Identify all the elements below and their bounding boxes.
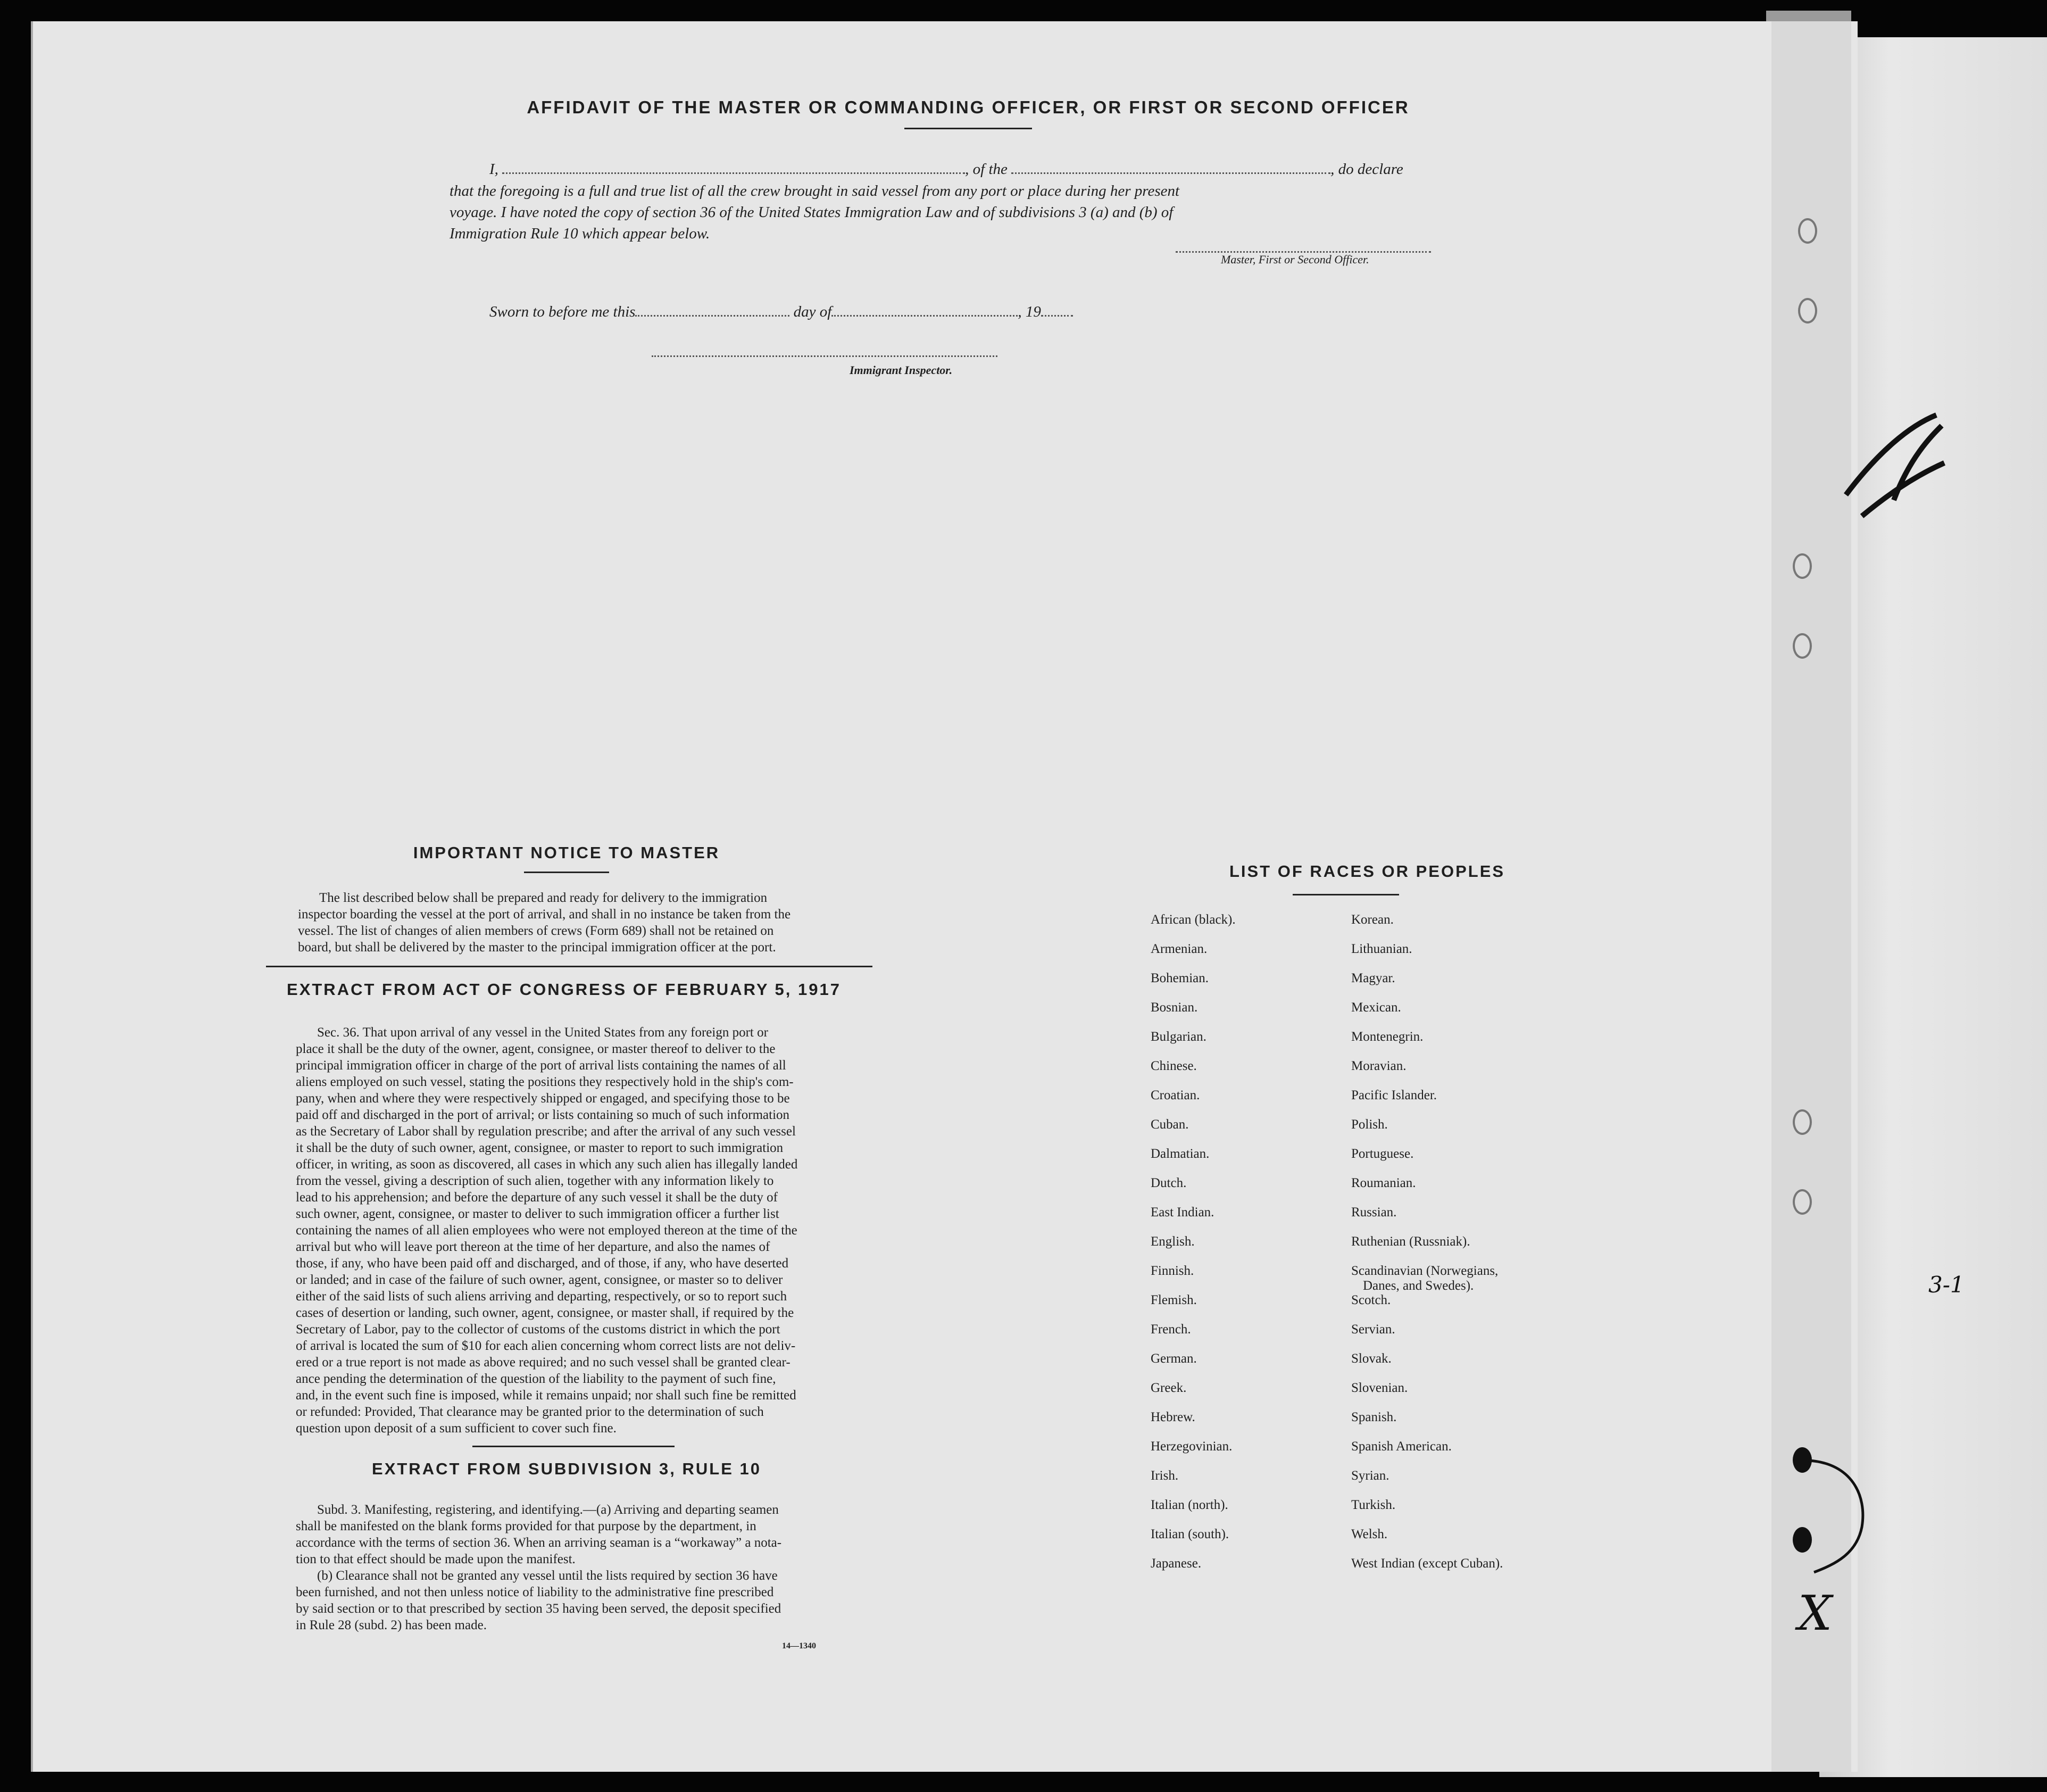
race-item: Bohemian.	[1151, 971, 1209, 985]
act-line: pany, when and where they were respectively shipped or engaged, and specifying those to be	[296, 1091, 790, 1106]
races-rule	[1293, 894, 1399, 895]
act-line: aliens employed on such vessel, stating the positions they respectively hold in the ship's com-	[296, 1075, 794, 1089]
race-item: Chinese.	[1151, 1059, 1197, 1073]
race-item: Lithuanian.	[1351, 942, 1412, 956]
race-item: Spanish American.	[1351, 1439, 1452, 1454]
rule-body	[296, 1501, 870, 1633]
race-item: Korean.	[1351, 912, 1394, 927]
act-line: those, if any, who have been paid off and discharged, and of those, if any, who have deserted	[296, 1256, 789, 1271]
race-item: Ruthenian (Russniak).	[1351, 1234, 1470, 1249]
race-item: Roumanian.	[1351, 1176, 1416, 1190]
act-line: either of the said lists of such aliens arriving and departing, respectively, or so to report such	[296, 1289, 787, 1304]
race-item: Croatian.	[1151, 1088, 1200, 1102]
act-body	[296, 1024, 870, 1437]
section-rule	[472, 1446, 675, 1447]
act-line: of arrival is located the sum of $10 for each alien concerning whom correct lists are not deliv-	[296, 1339, 796, 1353]
act-line: as the Secretary of Labor shall by regulation prescribe; and after the arrival of any such vessel	[296, 1124, 796, 1139]
races-right-column	[1351, 912, 1575, 1585]
sworn-month-blank[interactable]	[831, 315, 1018, 317]
rule-line: accordance with the terms of section 36. When an arriving seaman is a “workaway” a nota-	[296, 1536, 782, 1550]
label-i: I,	[489, 161, 498, 178]
race-item: Finnish.	[1151, 1264, 1194, 1278]
notice-body	[298, 890, 870, 956]
vessel-blank[interactable]	[1011, 172, 1330, 174]
sworn-day-blank[interactable]	[635, 315, 789, 317]
affidavit-title: AFFIDAVIT OF THE MASTER OR COMMANDING OFFICER, OR FIRST OR SECOND OFFICER	[527, 97, 1410, 117]
race-item: Bulgarian.	[1151, 1030, 1206, 1044]
race-item: Servian.	[1351, 1322, 1395, 1337]
act-line: Sec. 36. That upon arrival of any vessel in the United States from any foreign port or	[317, 1025, 768, 1040]
rule-line: been furnished, and not then unless notice of liability to the administrative fine prescribed	[296, 1585, 774, 1599]
handwritten-scribble	[1830, 394, 1958, 532]
race-item: Syrian.	[1351, 1469, 1389, 1483]
act-line: such owner, agent, consignee, or master to deliver to such immigration officer a further list	[296, 1207, 779, 1221]
affidavit-statement-1: that the foregoing is a full and true list of all the crew brought in said vessel from any port or place during her present	[450, 182, 1180, 200]
race-item: Mexican.	[1351, 1000, 1401, 1015]
sworn-day-label: day of	[793, 303, 832, 320]
sworn-prefix: Sworn to before me this	[489, 303, 636, 320]
notice-title: IMPORTANT NOTICE TO MASTER	[413, 843, 720, 862]
race-item: Bosnian.	[1151, 1000, 1198, 1015]
binder-hole	[1798, 298, 1817, 323]
title-rule	[904, 128, 1032, 129]
rule-line: in Rule 28 (subd. 2) has been made.	[296, 1618, 487, 1632]
race-item: Moravian.	[1351, 1059, 1407, 1073]
affidavit-line-i	[489, 161, 1403, 178]
rule-line: Subd. 3. Manifesting, registering, and identifying.—(a) Arriving and departing seamen	[317, 1503, 779, 1517]
notice-line: The list described below shall be prepared and ready for delivery to the immigration	[319, 891, 768, 905]
act-line: lead to his apprehension; and before the departure of any such vessel it shall be the duty of	[296, 1190, 778, 1205]
rule-line: by said section or to that prescribed by section 35 having been served, the deposit specified	[296, 1602, 781, 1616]
rule-line: shall be manifested on the blank forms provided for that purpose by the department, in	[296, 1519, 756, 1533]
race-item: Scotch.	[1351, 1293, 1391, 1307]
act-line: ance pending the determination of the question of the liability to the payment of such fine,	[296, 1372, 776, 1386]
act-line: arrival but who will leave port thereon at the time of her departure, and also the names of	[296, 1240, 770, 1254]
race-item: German.	[1151, 1351, 1197, 1366]
race-item: Herzegovinian.	[1151, 1439, 1233, 1454]
act-title: EXTRACT FROM ACT OF CONGRESS OF FEBRUARY 5, 1917	[287, 980, 841, 999]
race-item: Montenegrin.	[1351, 1030, 1424, 1044]
binder-hole	[1793, 1109, 1812, 1135]
act-line: containing the names of all alien employees who were not employed thereon at the time of the	[296, 1223, 797, 1238]
race-item: English.	[1151, 1234, 1195, 1249]
binder-hole	[1798, 218, 1817, 244]
rule-title: EXTRACT FROM SUBDIVISION 3, RULE 10	[372, 1459, 761, 1478]
race-item: Italian (south).	[1151, 1527, 1229, 1541]
name-blank[interactable]	[502, 172, 965, 174]
race-item: Welsh.	[1351, 1527, 1388, 1541]
handwritten-corner-mark: X	[1798, 1586, 1833, 1641]
race-item: Greek.	[1151, 1381, 1187, 1395]
act-line: and, in the event such fine is imposed, while it remains unpaid; nor shall such fine be remitted	[296, 1388, 796, 1403]
race-item: Dalmatian.	[1151, 1147, 1210, 1161]
section-rule	[266, 966, 872, 967]
act-line: or refunded: Provided, That clearance may be granted prior to the determination of such	[296, 1405, 764, 1419]
form-number: 14—1340	[782, 1641, 816, 1650]
notice-line: board, but shall be delivered by the master to the principal immigration officer at the port.	[298, 940, 776, 955]
race-item: Hebrew.	[1151, 1410, 1195, 1424]
act-line: place it shall be the duty of the owner, agent, consignee, or master thereof to deliver to the	[296, 1042, 776, 1056]
handwritten-margin-mark: 3-1	[1928, 1272, 1965, 1298]
race-item: Flemish.	[1151, 1293, 1197, 1307]
act-line: question upon deposit of a sum sufficient to cover such fine.	[296, 1421, 617, 1436]
race-item: Polish.	[1351, 1117, 1388, 1132]
rule-line: (b) Clearance shall not be granted any vessel until the lists required by section 36 have	[317, 1569, 778, 1583]
handwritten-bracket	[1803, 1458, 1888, 1575]
races-left-column	[1151, 912, 1326, 1585]
race-item: Japanese.	[1151, 1556, 1202, 1571]
act-line: or landed; and in case of the failure of such owner, agent, consignee, or master so to deliver	[296, 1273, 783, 1287]
inspector-caption: Immigrant Inspector.	[850, 363, 953, 377]
races-title: LIST OF RACES OR PEOPLES	[1229, 862, 1505, 881]
binder-hole	[1793, 633, 1812, 659]
race-item: Portuguese.	[1351, 1147, 1414, 1161]
race-item: Magyar.	[1351, 971, 1395, 985]
notice-rule	[524, 872, 609, 873]
race-item: East Indian.	[1151, 1205, 1214, 1219]
act-line: principal immigration officer in charge of the port of arrival lists containing the names of all	[296, 1058, 786, 1073]
race-item: Italian (north).	[1151, 1498, 1228, 1512]
act-line: paid off and discharged in the port of arrival; or lists containing so much of such information	[296, 1108, 790, 1122]
race-item: Turkish.	[1351, 1498, 1396, 1512]
act-line: officer, in writing, as soon as discovered, all cases in which any such alien has illegally landed	[296, 1157, 798, 1172]
act-line: it shall be the duty of such owner, agent, consignee, or master to report to such immigration	[296, 1141, 784, 1155]
race-item: Scandinavian (Norwegians,	[1351, 1264, 1499, 1278]
label-of-the: , of the	[965, 161, 1008, 178]
race-item: Danes, and Swedes).	[1363, 1279, 1474, 1293]
rule-line: tion to that effect should be made upon the manifest.	[296, 1552, 576, 1566]
race-item: Cuban.	[1151, 1117, 1189, 1132]
race-item: Slovenian.	[1351, 1381, 1408, 1395]
race-item: African (black).	[1151, 912, 1236, 927]
race-item: Irish.	[1151, 1469, 1179, 1483]
sworn-year-blank[interactable]	[1041, 315, 1073, 317]
act-line: Secretary of Labor, pay to the collector of customs of the customs district in which the port	[296, 1322, 780, 1337]
act-line: cases of desertion or landing, such owner, agent, consignee, or master shall, if required by the	[296, 1306, 794, 1320]
signature-caption: Master, First or Second Officer.	[1221, 253, 1369, 266]
race-item: Slovak.	[1351, 1351, 1392, 1366]
notice-line: vessel. The list of changes of alien members of crews (Form 689) shall not be retained on	[298, 924, 774, 938]
binder-hole	[1793, 1189, 1812, 1215]
race-item: French.	[1151, 1322, 1191, 1337]
inspector-signature-line	[652, 355, 997, 357]
notice-line: inspector boarding the vessel at the port of arrival, and shall in no instance be taken from the	[298, 907, 791, 922]
race-item: Russian.	[1351, 1205, 1397, 1219]
binder-hole	[1793, 553, 1812, 579]
race-item: West Indian (except Cuban).	[1351, 1556, 1503, 1571]
race-item: Dutch.	[1151, 1176, 1187, 1190]
race-item: Spanish.	[1351, 1410, 1397, 1424]
affidavit-statement-2: voyage. I have noted the copy of section 36 of the United States Immigration Law and of subdivisions 3 (a) and (b) of	[450, 204, 1174, 221]
act-line: ered or a true report is not made as above required; and no such vessel shall be granted clear-	[296, 1355, 790, 1370]
race-item: Pacific Islander.	[1351, 1088, 1437, 1102]
race-item: Armenian.	[1151, 942, 1208, 956]
affidavit-statement-3: Immigration Rule 10 which appear below.	[450, 225, 710, 242]
label-do-declare: , do declare	[1330, 161, 1403, 178]
sworn-year-label: , 19	[1018, 303, 1041, 320]
act-line: from the vessel, giving a description of such alien, together with any information likely to	[296, 1174, 774, 1188]
sworn-line	[489, 303, 1073, 321]
